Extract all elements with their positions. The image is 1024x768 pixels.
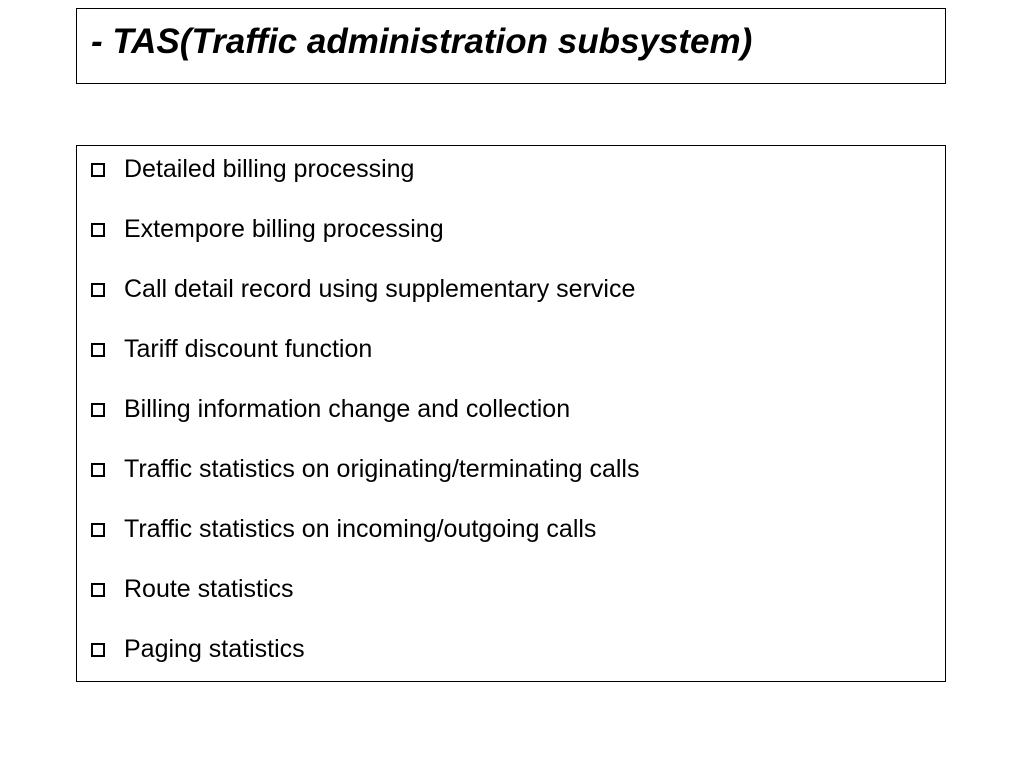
list-item xyxy=(91,214,640,274)
hollow-square-bullet-icon xyxy=(91,283,105,297)
hollow-square-bullet-icon xyxy=(91,583,105,597)
list-item-label: Extempore billing processing xyxy=(124,215,444,243)
list-item-label: Call detail record using supplementary service xyxy=(124,275,636,303)
list-item-label: Route statistics xyxy=(124,575,294,603)
list-item xyxy=(91,514,640,574)
list-item-label: Tariff discount function xyxy=(124,335,373,363)
hollow-square-bullet-icon xyxy=(91,523,105,537)
slide-title: - TAS(Traffic administration subsystem) xyxy=(91,22,753,61)
hollow-square-bullet-icon xyxy=(91,463,105,477)
title-box xyxy=(76,8,946,84)
list-item-label: Detailed billing processing xyxy=(124,155,415,183)
list-item xyxy=(91,274,640,334)
list-item xyxy=(91,394,640,454)
hollow-square-bullet-icon xyxy=(91,403,105,417)
list-item xyxy=(91,154,640,214)
bullet-list xyxy=(91,154,640,694)
hollow-square-bullet-icon xyxy=(91,343,105,357)
bullet-list-box xyxy=(76,145,946,682)
list-item xyxy=(91,574,640,634)
list-item xyxy=(91,334,640,394)
list-item-label: Paging statistics xyxy=(124,635,305,663)
list-item-label: Traffic statistics on incoming/outgoing calls xyxy=(124,515,597,543)
list-item-label: Traffic statistics on originating/terminating calls xyxy=(124,455,640,483)
hollow-square-bullet-icon xyxy=(91,163,105,177)
list-item xyxy=(91,634,640,694)
hollow-square-bullet-icon xyxy=(91,223,105,237)
list-item-label: Billing information change and collection xyxy=(124,395,571,423)
hollow-square-bullet-icon xyxy=(91,643,105,657)
list-item xyxy=(91,454,640,514)
